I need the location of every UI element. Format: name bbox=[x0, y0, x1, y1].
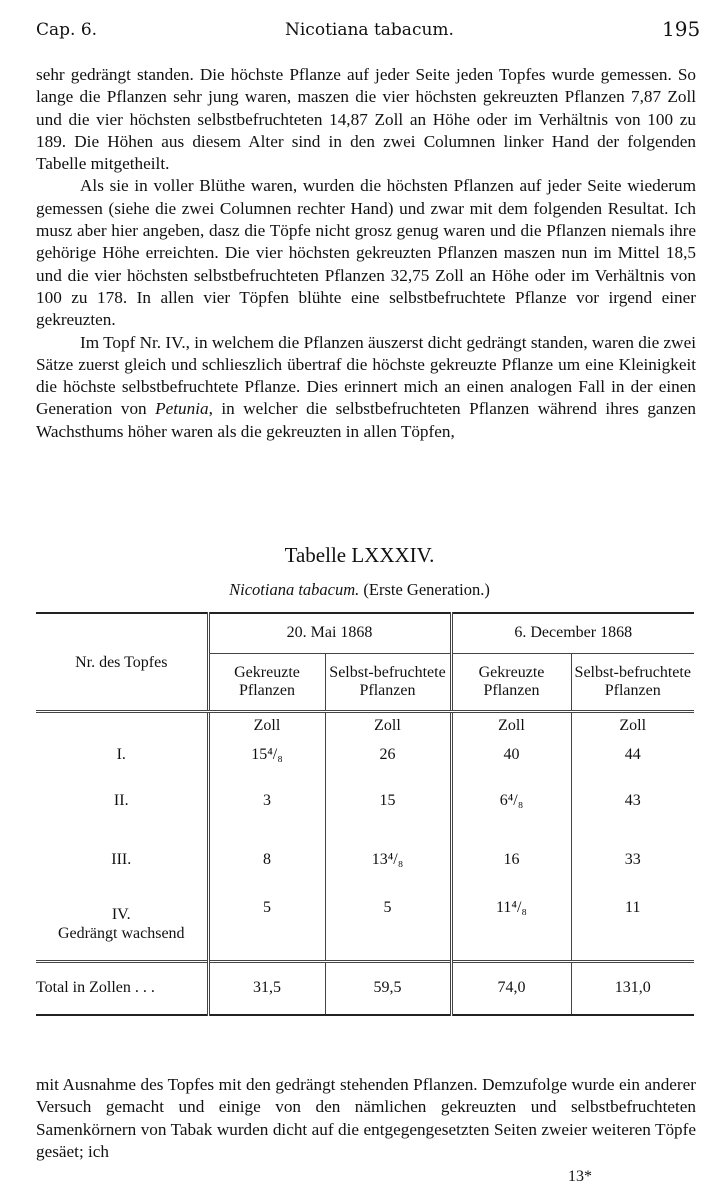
cell-crossed-may: 8 bbox=[208, 831, 325, 889]
table-row bbox=[36, 831, 694, 889]
table-row bbox=[36, 771, 694, 831]
cell-selfed-dec: 43 bbox=[571, 771, 694, 831]
body-text-bottom bbox=[36, 1074, 696, 1163]
paragraph-3-start: Im Topf Nr. IV., in welchem die Pflanzen äuszerst dicht gedrängt standen, waren die zwei Sätze zuerst gleich und schlieszlich übertraf die höchste gekreuzte Pflanze um eine Kleinigkeit die höchste selbstbefruchtete Pflanze. Dies erinnert mich an einen analogen Fall in der einen Generation von bbox=[36, 332, 696, 419]
unit-label: Zoll bbox=[451, 711, 571, 739]
chapter-label: Cap. 6. bbox=[36, 20, 98, 40]
total-row bbox=[36, 961, 694, 1015]
unit-label: Zoll bbox=[208, 711, 325, 739]
paragraph-3-end: , in welcher die selbstbefruchteten Pflanzen während ihres ganzen Wachsthums höher waren als die gekreuzten in allen Töpfen, bbox=[36, 399, 696, 441]
unit-label: Zoll bbox=[325, 711, 451, 739]
header-date-2: 6. December 1868 bbox=[451, 613, 694, 653]
pot-label bbox=[36, 889, 208, 961]
pot-label: I. bbox=[116, 746, 126, 763]
paragraph-1: sehr gedrängt standen. Die höchste Pflanze auf jeder Seite jeden Topfes wurde gemessen. So lange die Pflanzen sehr jung waren, maszen die vier höchsten gekreuzten Pflanzen 7,87 Zoll und die vier höchsten selbstbefruchteten 14,87 Zoll an Höhe oder im Verhältnis von 100 zu 189. Die Höhen aus diesem Alter sind in den zwei Columnen linker Hand der folgenden Tabelle mitgetheilt. bbox=[36, 65, 696, 174]
total-selfed-dec: 131,0 bbox=[571, 961, 694, 1015]
header-selfed-1: Selbst-befruchtete Pflanzen bbox=[325, 653, 451, 711]
data-table bbox=[36, 612, 694, 1016]
cell-selfed-may: 13⁴/₈ bbox=[325, 831, 451, 889]
cell-crossed-may: 15⁴/₈ bbox=[208, 739, 325, 771]
paragraph-2: Als sie in voller Blüthe waren, wurden die höchsten Pflanzen auf jeder Seite wiederum gemessen (siehe die zwei Columnen rechter Hand) und zwar mit dem folgenden Resultat. Ich musz aber hier angeben, dasz die Töpfe nicht grosz genug waren und die Pflanzen niemals ihre gehörige Höhe erreichten. Die vier höchsten gekreuzten Pflanzen maszen nun im Mittel 18,5 und die vier höchsten selbstbefruchteten Pflanzen 32,75 Zoll an Höhe oder im Verhältnis von 100 zu 178. In allen vier Töpfen blühte eine selbstbefruchtete Pflanze vor irgend einer gekreuzten. bbox=[36, 176, 696, 330]
table-row bbox=[36, 739, 694, 771]
signature-mark: 13* bbox=[568, 1168, 592, 1185]
pot-note: Gedrängt wachsend bbox=[57, 925, 185, 943]
cell-selfed-may: 15 bbox=[325, 771, 451, 831]
total-crossed-may: 31,5 bbox=[208, 961, 325, 1015]
unit-spacer bbox=[36, 711, 208, 739]
pot-label: III. bbox=[111, 851, 132, 868]
pot-label: II. bbox=[113, 792, 129, 809]
cell-crossed-dec: 6⁴/₈ bbox=[451, 771, 571, 831]
paragraph-3 bbox=[36, 332, 696, 443]
cell-selfed-dec: 44 bbox=[571, 739, 694, 771]
table-subtitle-generation: (Erste Generation.) bbox=[363, 580, 490, 599]
unit-label: Zoll bbox=[571, 711, 694, 739]
cell-selfed-dec: 11 bbox=[571, 889, 694, 961]
cell-crossed-may: 3 bbox=[208, 771, 325, 831]
table-title: Tabelle LXXXIV. bbox=[284, 543, 435, 567]
total-selfed-may: 59,5 bbox=[325, 961, 451, 1015]
table-subtitle-species: Nicotiana tabacum. bbox=[229, 580, 360, 599]
body-text-top bbox=[36, 64, 696, 443]
paragraph-3-italic: Petunia bbox=[155, 399, 209, 419]
cell-selfed-may: 5 bbox=[325, 889, 451, 961]
cell-crossed-dec: 16 bbox=[451, 831, 571, 889]
header-selfed-2: Selbst-befruchtete Pflanzen bbox=[571, 653, 694, 711]
total-crossed-dec: 74,0 bbox=[451, 961, 571, 1015]
header-date-1: 20. Mai 1868 bbox=[208, 613, 451, 653]
header-crossed-2: Gekreuzte Pflanzen bbox=[451, 653, 571, 711]
table-subtitle bbox=[0, 580, 719, 600]
cell-selfed-may: 26 bbox=[325, 739, 451, 771]
paragraph-4: mit Ausnahme des Topfes mit den gedrängt stehenden Pflanzen. Demzufolge wurde ein anderer Versuch gemacht und einige von den nämlichen gekreuzten und selbstbefruchteten Samenkörnern von Tabak wurden dicht auf die entgegengesetzten Seiten zweier weiteren Töpfe gesäet; ich bbox=[36, 1075, 696, 1161]
cell-crossed-dec: 40 bbox=[451, 739, 571, 771]
cell-crossed-may: 5 bbox=[208, 889, 325, 961]
header-crossed-1: Gekreuzte Pflanzen bbox=[208, 653, 325, 711]
total-label: Total in Zollen . . . bbox=[36, 979, 155, 997]
pot-number: IV. bbox=[111, 906, 131, 924]
page-number: 195 bbox=[662, 17, 701, 41]
cell-crossed-dec: 11⁴/₈ bbox=[451, 889, 571, 961]
running-title: Nicotiana tabacum. bbox=[285, 20, 454, 40]
cell-selfed-dec: 33 bbox=[571, 831, 694, 889]
table-row bbox=[36, 889, 694, 961]
header-pot: Nr. des Topfes bbox=[36, 613, 208, 711]
